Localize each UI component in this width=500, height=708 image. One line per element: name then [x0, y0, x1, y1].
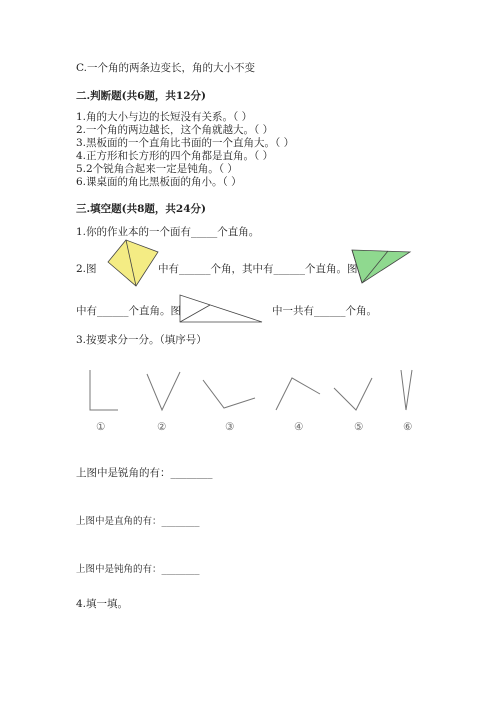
judge-item: 4.正方形和长方形的四个角都是直角。（ ） [76, 150, 274, 162]
angle-label: ④ [294, 421, 304, 433]
acute-answer-line: 上图中是锐角的有：________ [76, 467, 213, 479]
fill-q3: 3.按要求分一分。（填序号） [76, 334, 207, 346]
judge-item: 1.角的大小与边的长短没有关系。（ ） [76, 111, 253, 123]
angle-2 [147, 372, 180, 410]
fill-q2-part-c: 中有______个直角。图 [76, 305, 181, 317]
fill-q1: 1.你的作业本的一个面有_____个直角。 [76, 226, 260, 238]
fill-q4: 4.填一填。 [76, 598, 129, 610]
fill-q2-part-d: 中一共有______个角。 [272, 305, 377, 317]
judge-item: 2.一个角的两边越长，这个角就越大。（ ） [76, 124, 274, 136]
angle-3 [203, 380, 255, 408]
angle-label: ① [96, 421, 106, 433]
judge-item: 3.黑板面的一个直角比书面的一个直角大。（ ） [76, 137, 295, 149]
angle-label: ③ [225, 421, 235, 433]
green-triangle-figure [352, 250, 410, 283]
angle-label: ⑤ [354, 421, 364, 433]
outline-triangle-figure [180, 295, 262, 322]
angle-4 [276, 378, 320, 410]
section2-title: 二.判断题(共6题，共12分) [76, 90, 207, 102]
judge-item: 5.2个锐角合起来一定是钝角。（ ） [76, 163, 238, 175]
judge-item: 6.课桌面的角比黑板面的角小。（ ） [76, 176, 242, 188]
angle-1 [90, 370, 118, 410]
fill-q2-part-b: 中有______个角，其中有______个直角。图 [158, 263, 358, 275]
yellow-quad-figure [108, 240, 158, 286]
right-answer-line: 上图中是直角的有：________ [76, 516, 200, 527]
angle-label: ② [157, 421, 167, 433]
angle-label: ⑥ [403, 421, 413, 433]
fill-q2-part-a: 2.图 [76, 263, 97, 275]
section3-title: 三.填空题(共8题，共24分) [76, 203, 207, 215]
obtuse-answer-line: 上图中是钝角的有：________ [76, 564, 200, 575]
angle-5 [334, 378, 372, 410]
prev-option-c: C.一个角的两条边变长，角的大小不变 [76, 62, 255, 74]
angle-6 [401, 370, 412, 410]
